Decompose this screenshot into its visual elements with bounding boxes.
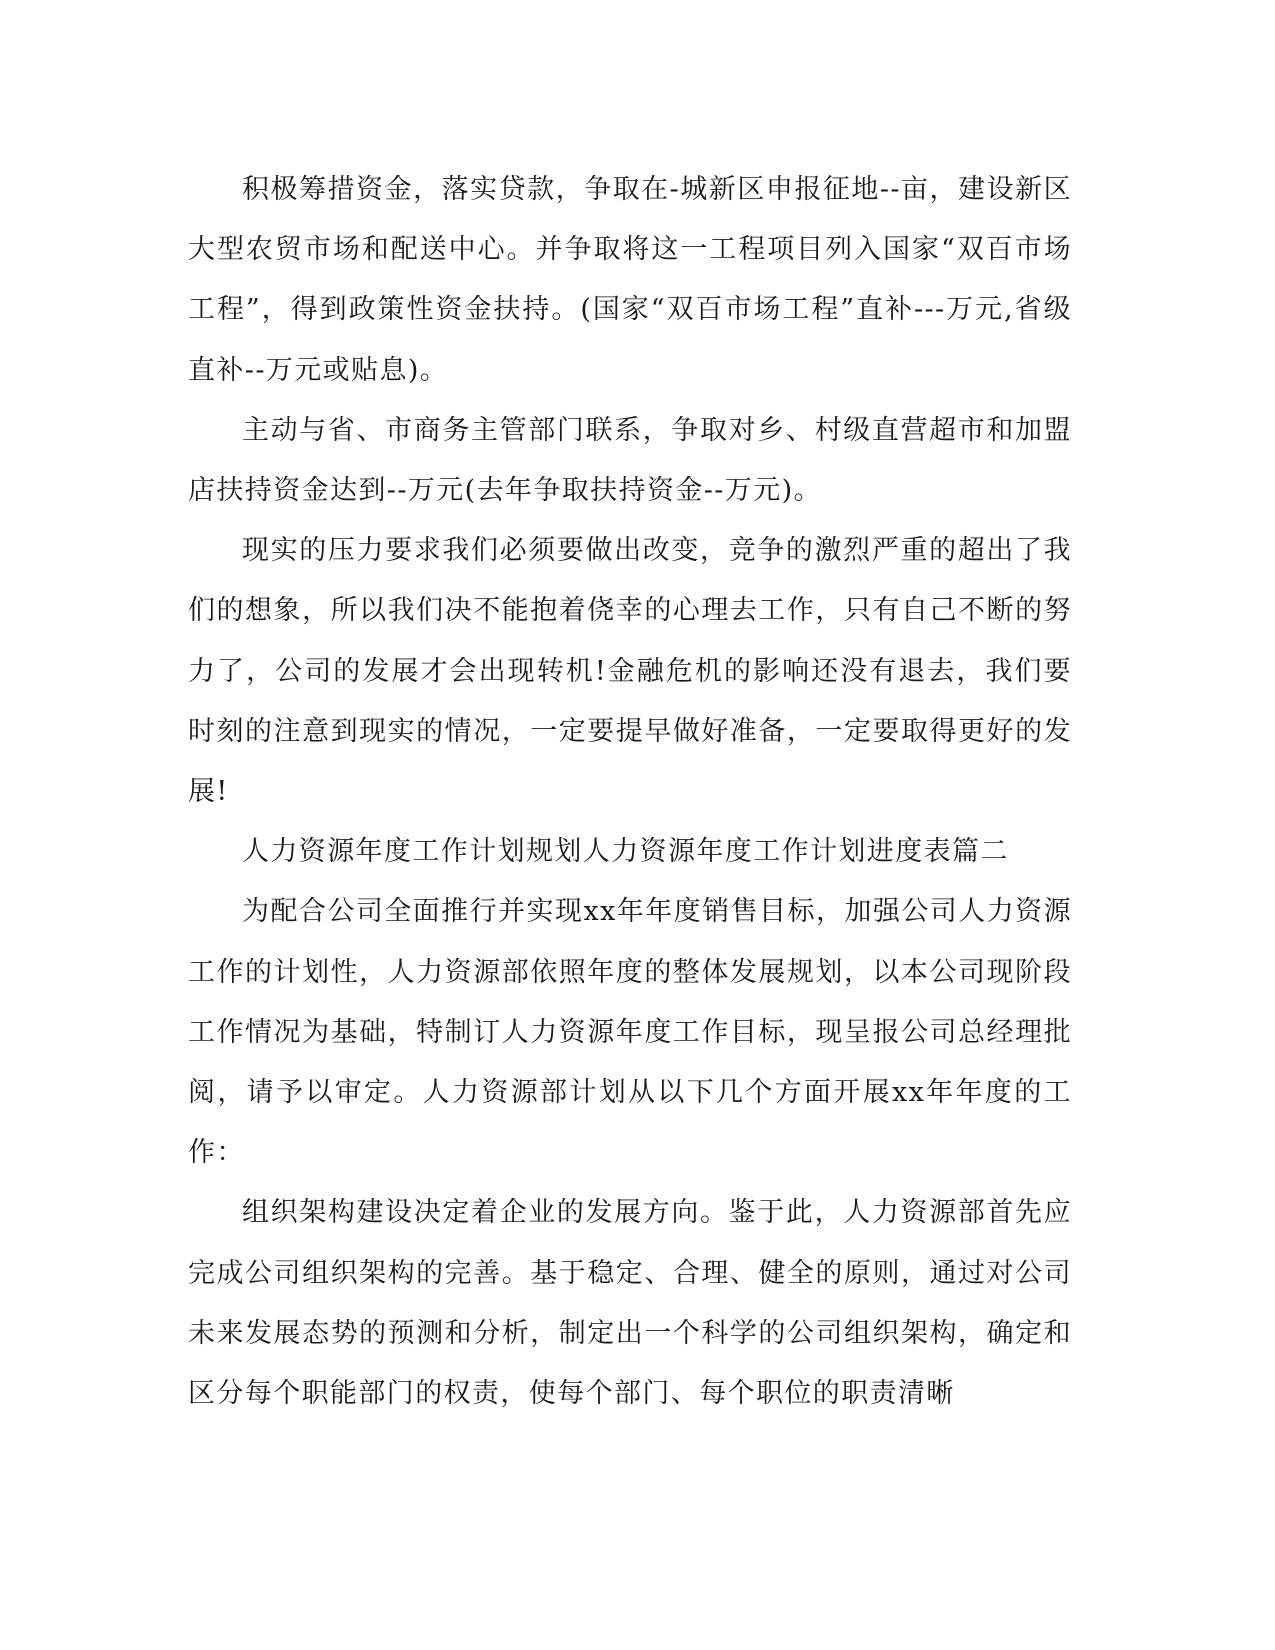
paragraph-supermarket-support: 主动与省、市商务主管部门联系，争取对乡、村级直营超市和加盟店扶持资金达到--万元(去年争取扶持资金--万元)。 — [188, 414, 1072, 507]
section-heading-hr-plan: 人力资源年度工作计划规划人力资源年度工作计划进度表篇二 — [242, 836, 1009, 868]
paragraph-pressure-change: 现实的压力要求我们必须要做出改变，竞争的激烈严重的超出了我们的想象，所以我们决不能抱着侥幸的心理去工作，只有自己不断的努力了，公司的发展才会出现转机!金融危机的影响还没有退去，我们要时刻的注意到现实的情况，一定要提早做好准备，一定要取得更好的发展! — [188, 535, 1072, 808]
paragraph-org-structure: 组织架构建设决定着企业的发展方向。鉴于此，人力资源部首先应完成公司组织架构的完善。基于稳定、合理、健全的原则，通过对公司未来发展态势的预测和分析，制定出一个科学的公司组织架构，确定和区分每个职能部门的权责，使每个部门、每个职位的职责清晰 — [188, 1197, 1072, 1410]
paragraph-market-funding: 积极筹措资金，落实贷款，争取在-城新区申报征地--亩，建设新区大型农贸市场和配送中心。并争取将这一工程项目列入国家“双百市场工程”，得到政策性资金扶持。(国家“双百市场工程”直补---万元,省级直补--万元或贴息)。 — [188, 174, 1072, 386]
document-body — [188, 160, 1072, 1424]
paragraph-hr-intro: 为配合公司全面推行并实现xx年年度销售目标，加强公司人力资源工作的计划性，人力资源部依照年度的整体发展规划，以本公司现阶段工作情况为基础，特制订人力资源年度工作目标，现呈报公司总经理批阅，请予以审定。人力资源部计划从以下几个方面开展xx年年度的工作： — [188, 896, 1072, 1169]
